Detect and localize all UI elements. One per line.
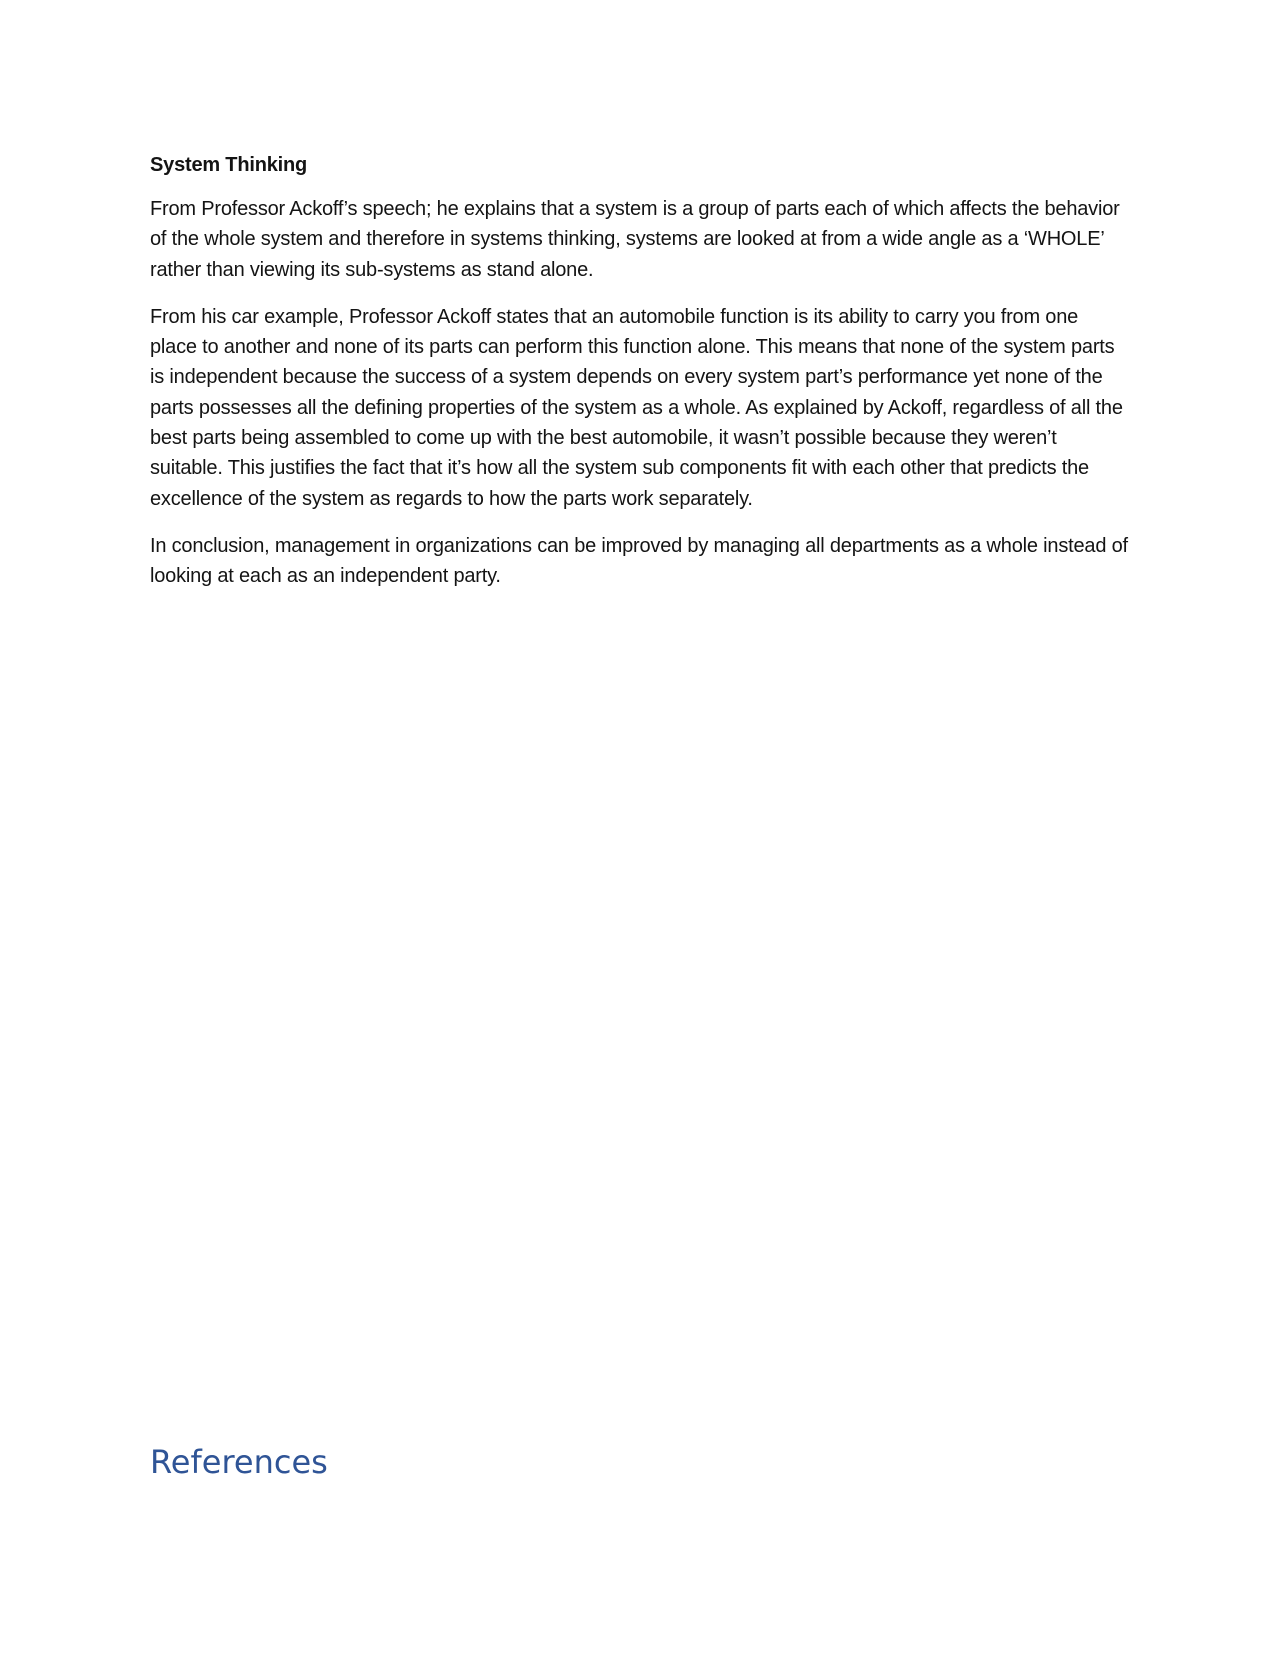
document-title: System Thinking	[150, 154, 308, 176]
paragraph-conclusion: In conclusion, management in organizations can be improved by managing all departments as a whole instead of looking at each as an independent party.	[150, 534, 1128, 588]
paragraph-intro: From Professor Ackoff’s speech; he explains that a system is a group of parts each of which affects the behavior of the whole system and therefore in systems thinking, systems are looked at from a wide angle as a ‘WHOLE’ rather than viewing its sub-systems as stand alone.	[150, 198, 1120, 281]
references-heading: References	[150, 1443, 328, 1481]
paragraph-car-example: From his car example, Professor Ackoff states that an automobile function is its ability to carry you from one place to another and none of its parts can perform this function alone. This means that none of the system parts is independent because the success of a system depends on every system part’s performance yet none of the parts possesses all the defining properties of the system as a whole. As explained by Ackoff, regardless of all the best parts being assembled to come up with the best automobile, it wasn’t possible because they weren’t suitable. This justifies the fact that it’s how all the system sub components fit with each other that predicts the excellence of the system as regards to how the parts work separately.	[150, 305, 1123, 510]
document-body	[150, 150, 1130, 609]
